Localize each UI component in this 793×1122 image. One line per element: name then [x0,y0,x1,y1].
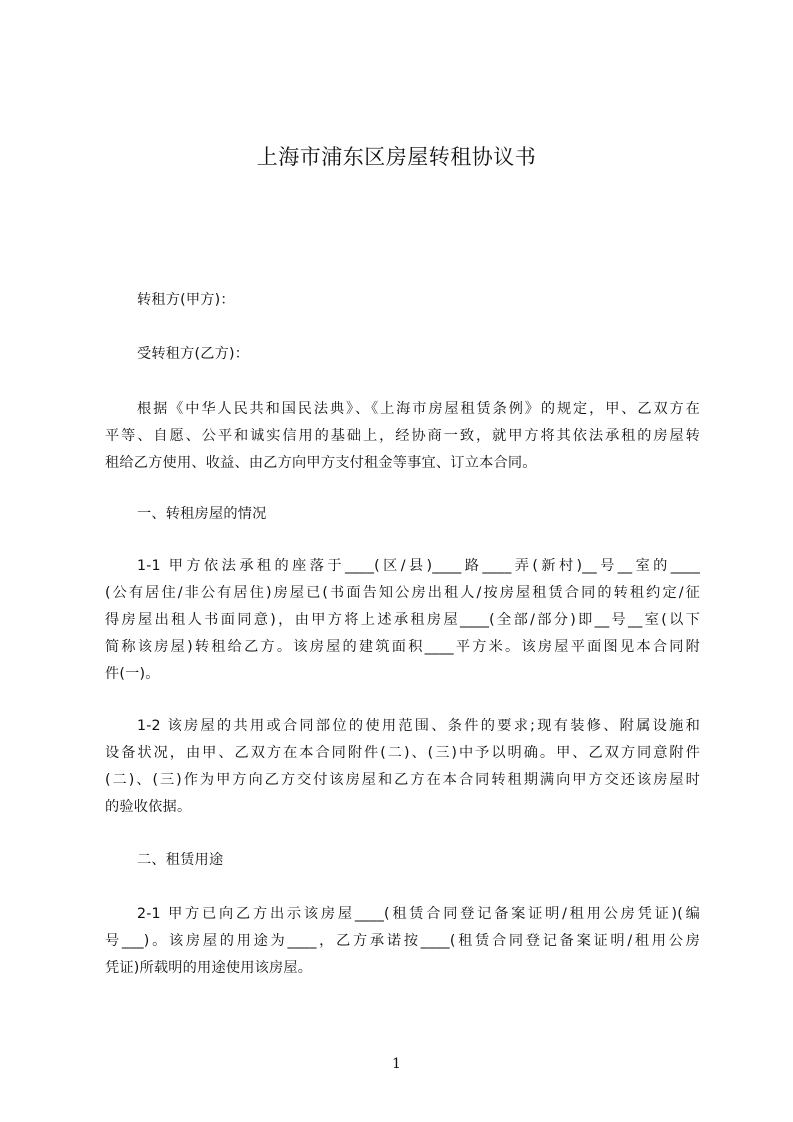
paragraph-line: 设备状况，由甲、乙双方在本合同附件(二)、(三)中予以明确。甲、乙双方同意附件 [105,745,700,761]
page-number: 1 [392,1056,401,1072]
paragraph-line: 号___)。该房屋的用途为____，乙方承诺按____(租赁合同登记备案证明/租用公房 [105,933,700,949]
paragraph-line: 平等、自愿、公平和诚实信用的基础上，经协商一致，就甲方将其依法承租的房屋转 [105,428,700,444]
paragraph-line: 根据《中华人民共和国民法典》、《上海市房屋租赁条例》的规定，甲、乙双方在 [137,401,700,417]
paragraph-line: 的验收依据。 [105,799,192,815]
paragraph-line: 凭证)所载明的用途使用该房屋。 [105,960,313,976]
paragraph-line: 1-1 甲方依法承租的座落于____(区/县)____路____弄(新村)__号__室的____ [137,558,700,574]
paragraph-line: 件(一)。 [105,666,160,682]
paragraph-line: (公有居住/非公有居住)房屋已(书面告知公房出租人/按房屋租赁合同的转租约定/征 [105,585,700,601]
document-title: 上海市浦东区房屋转租协议书 [256,145,537,169]
paragraph-line: 得房屋出租人书面同意)，由甲方将上述承租房屋____(全部/部分)即__号__室(以下 [105,612,700,628]
paragraph-line: 简称该房屋)转租给乙方。该房屋的建筑面积____平方米。该房屋平面图见本合同附 [105,639,700,655]
paragraph-line: (二)、(三)作为甲方向乙方交付该房屋和乙方在本合同转租期满向甲方交还该房屋时 [105,772,700,788]
section-1-heading: 一、转租房屋的情况 [137,506,267,522]
paragraph-line: 1-2 该房屋的共用或合同部位的使用范围、条件的要求;现有装修、附属设施和 [137,718,700,734]
lessor-label: 转租方(甲方)： [137,292,235,308]
paragraph-line: 租给乙方使用、收益、由乙方向甲方支付租金等事宜、订立本合同。 [105,455,537,471]
paragraph-line: 2-1 甲方已向乙方出示该房屋____(租赁合同登记备案证明/租用公房凭证)(编 [137,906,700,922]
section-2-heading: 二、租赁用途 [137,852,224,868]
lessee-label: 受转租方(乙方)： [137,346,250,362]
